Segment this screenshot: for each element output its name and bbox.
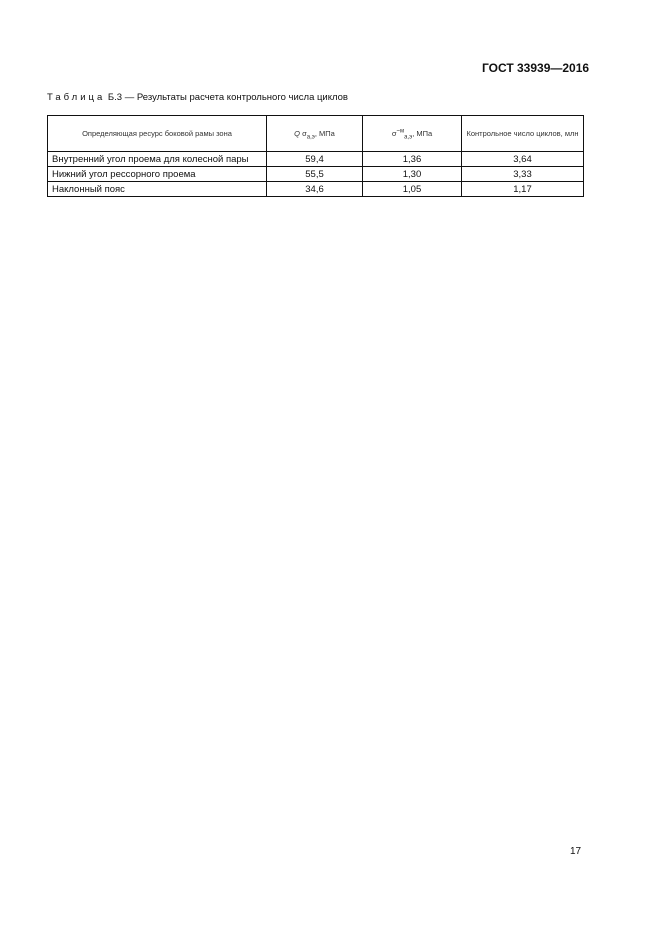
cell-q: 34,6 [267, 182, 363, 197]
cell-sigma: 1,30 [363, 167, 462, 182]
header-q-amplitude: Q $\sigma_{a,э}$, МПа [267, 116, 363, 152]
table-row [48, 182, 584, 197]
header-zone: Определяющая ресурс боковой рамы зона [48, 116, 267, 152]
header-sigma-amplitude: $\sigma^{\sim м}_{а,э}$, МПа [363, 116, 462, 152]
page-number: 17 [570, 846, 582, 857]
header-control-cycles: Контрольное число циклов, млн [462, 116, 584, 152]
table-caption [47, 92, 348, 103]
document-id: ГОСТ 33939—2016 [482, 61, 590, 75]
table-row [48, 167, 584, 182]
cell-cycles: 3,64 [462, 152, 584, 167]
caption-title: — Результаты расчета контрольного числа циклов [124, 92, 348, 103]
cell-cycles: 3,33 [462, 167, 584, 182]
cell-q: 55,5 [267, 167, 363, 182]
cell-zone: Наклонный пояс [48, 182, 267, 197]
cell-sigma: 1,05 [363, 182, 462, 197]
caption-number: Б.3 [107, 92, 123, 103]
table-header-row [48, 116, 584, 152]
caption-prefix: Таблица [47, 92, 106, 103]
cell-zone: Внутренний угол проема для колесной пары [48, 152, 267, 167]
results-table [47, 115, 584, 197]
table-row [48, 152, 584, 167]
cell-q: 59,4 [267, 152, 363, 167]
cell-sigma: 1,36 [363, 152, 462, 167]
cell-zone: Нижний угол рессорного проема [48, 167, 267, 182]
cell-cycles: 1,17 [462, 182, 584, 197]
